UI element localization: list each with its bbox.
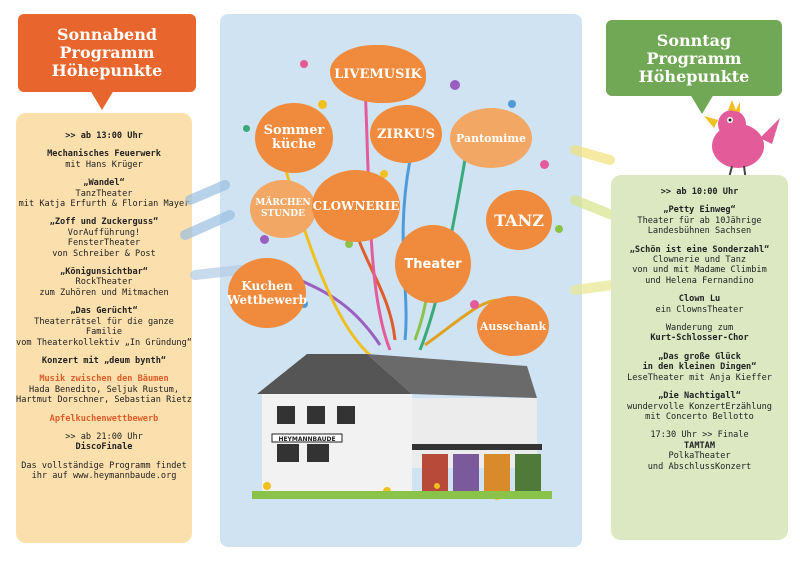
balloon-label: Sommer bbox=[263, 123, 325, 138]
item-text: 17:30 Uhr >> Finale bbox=[650, 430, 749, 441]
balloon-clownerie bbox=[312, 170, 400, 242]
sunday-item bbox=[611, 245, 788, 287]
footer-link[interactable]: ihr auf www.heymannbaude.org bbox=[31, 471, 177, 482]
balloon-sommerkueche bbox=[255, 103, 333, 173]
house-illustration bbox=[237, 336, 557, 504]
saturday-header-line-1: Sonnabend bbox=[56, 25, 158, 44]
balloon-pantomime bbox=[450, 108, 532, 168]
sunday-time-1: >> ab 10:00 Uhr bbox=[660, 187, 739, 197]
balloon-label: Wettbewerb bbox=[227, 293, 307, 307]
balloon-label: ZIRKUS bbox=[377, 126, 435, 142]
confetti-dot bbox=[243, 125, 250, 132]
balloon-label: Pantomime bbox=[456, 131, 526, 145]
sunday-item bbox=[611, 294, 788, 315]
item-text: Wanderung zum bbox=[665, 323, 734, 334]
item-text: mit Katja Erfurth & Florian Mayer bbox=[18, 199, 190, 210]
item-title: „Königunsichtbar“ bbox=[60, 267, 148, 278]
balloon-label: TANZ bbox=[494, 210, 544, 230]
item-text: und Helena Fernandino bbox=[645, 275, 754, 286]
sunday-item bbox=[611, 391, 788, 422]
item-text: LeseTheater mit Anja Kieffer bbox=[627, 372, 772, 383]
confetti-dot bbox=[260, 235, 269, 244]
item-title: „Zoff und Zuckerguss“ bbox=[49, 217, 159, 228]
balloon-label: Ausschank bbox=[479, 319, 547, 333]
item-title: „Das Gerücht“ bbox=[70, 306, 138, 317]
item-text: Landesbühnen Sachsen bbox=[647, 226, 752, 237]
item-title: „Wandel“ bbox=[83, 178, 125, 189]
sunday-header bbox=[606, 20, 782, 96]
sunday-item bbox=[611, 430, 788, 472]
balloon-label: küche bbox=[271, 137, 317, 152]
balloon-tanz bbox=[486, 190, 552, 250]
confetti-dot bbox=[318, 100, 327, 109]
confetti-dot bbox=[508, 100, 516, 108]
balloon-label: STUNDE bbox=[261, 209, 305, 219]
item-title: TAMTAM bbox=[683, 440, 716, 451]
sunday-header-line-1: Sonntag bbox=[656, 31, 732, 50]
item-title: Mechanisches Feuerwerk bbox=[47, 149, 161, 160]
item-text: ein ClownsTheater bbox=[655, 304, 744, 315]
item-title: „Die Nachtigall“ bbox=[658, 391, 741, 402]
balloon-label: Theater bbox=[404, 256, 462, 272]
sunday-program bbox=[611, 175, 788, 540]
music-text: Hada Benedito, Seljuk Rustum, bbox=[28, 384, 180, 395]
confetti-dot bbox=[470, 300, 479, 309]
saturday-header-line-2: Programm bbox=[59, 43, 155, 62]
item-title: Kurt-Schlosser-Chor bbox=[650, 333, 749, 344]
sunday-header-line-2: Programm bbox=[646, 49, 742, 68]
balloon-kuchen bbox=[228, 258, 306, 328]
item-text: PolkaTheater bbox=[668, 451, 731, 462]
saturday-time-2: >> ab 21:00 Uhr bbox=[65, 431, 143, 442]
disco-finale: DiscoFinale bbox=[75, 442, 133, 453]
item-text: mit Concerto Bellotto bbox=[645, 411, 754, 422]
house-sign: HEYMANNBAUDE bbox=[278, 436, 336, 443]
item-text: TanzTheater bbox=[75, 188, 133, 199]
balloon-theater bbox=[395, 225, 471, 303]
item-text: FensterTheater bbox=[67, 238, 141, 249]
balloon-label: MÄRCHEN bbox=[255, 198, 311, 208]
sunday-item bbox=[611, 352, 788, 383]
sunday-item bbox=[611, 323, 788, 344]
item-text: VorAufführung! bbox=[67, 227, 141, 238]
balloon-label: CLOWNERIE bbox=[312, 199, 400, 213]
item-title: in den kleinen Dingen“ bbox=[642, 362, 757, 373]
item-title: Clown Lu bbox=[678, 294, 721, 305]
music-title: Musik zwischen den Bäumen bbox=[39, 374, 169, 385]
confetti-dot bbox=[450, 80, 460, 90]
item-title: „Das große Glück bbox=[658, 351, 741, 362]
balloon-maerchenstunde bbox=[250, 180, 316, 238]
item-text: zum Zuhören und Mitmachen bbox=[39, 287, 169, 298]
item-text: von Schreiber & Post bbox=[52, 248, 156, 259]
item-title: „Petty Einweg“ bbox=[663, 205, 736, 216]
item-text: von und mit Madame Climbim bbox=[632, 265, 767, 276]
saturday-cake: Apfelkuchenwettbewerb bbox=[49, 413, 159, 424]
balloon-label: Kuchen bbox=[241, 279, 293, 293]
item-text: mit Hans Krüger bbox=[65, 159, 143, 170]
item-text: wundervolle KonzertErzählung bbox=[627, 401, 772, 412]
footer-text: Das vollständige Programm findet bbox=[21, 460, 187, 471]
item-text: Clownerie und Tanz bbox=[652, 255, 747, 266]
balloon-label: LIVEMUSIK bbox=[334, 66, 422, 82]
item-text: RockTheater bbox=[75, 277, 133, 288]
saturday-header-line-3: Höhepunkte bbox=[51, 61, 163, 80]
item-title: Konzert mit „deum bynth“ bbox=[41, 355, 167, 366]
saturday-time-1: >> ab 13:00 Uhr bbox=[65, 131, 143, 141]
item-text: Theater für ab 10Jährige bbox=[637, 215, 762, 226]
item-text: Theaterrätsel für die ganze Familie bbox=[34, 316, 174, 338]
confetti-dot bbox=[300, 60, 308, 68]
bird-icon bbox=[692, 96, 784, 184]
sunday-item bbox=[611, 205, 788, 236]
sunday-header-line-3: Höhepunkte bbox=[638, 67, 750, 86]
item-text: vom Theaterkollektiv „In Gründung“ bbox=[16, 337, 192, 348]
confetti-dot bbox=[555, 225, 563, 233]
confetti-dot bbox=[540, 160, 549, 169]
item-title: „Schön ist eine Sonderzahl“ bbox=[629, 244, 770, 255]
balloon-zirkus bbox=[370, 105, 442, 163]
item-text: und AbschlussKonzert bbox=[647, 461, 752, 472]
music-text: Hartmut Dorschner, Sebastian Rietz bbox=[16, 395, 192, 406]
